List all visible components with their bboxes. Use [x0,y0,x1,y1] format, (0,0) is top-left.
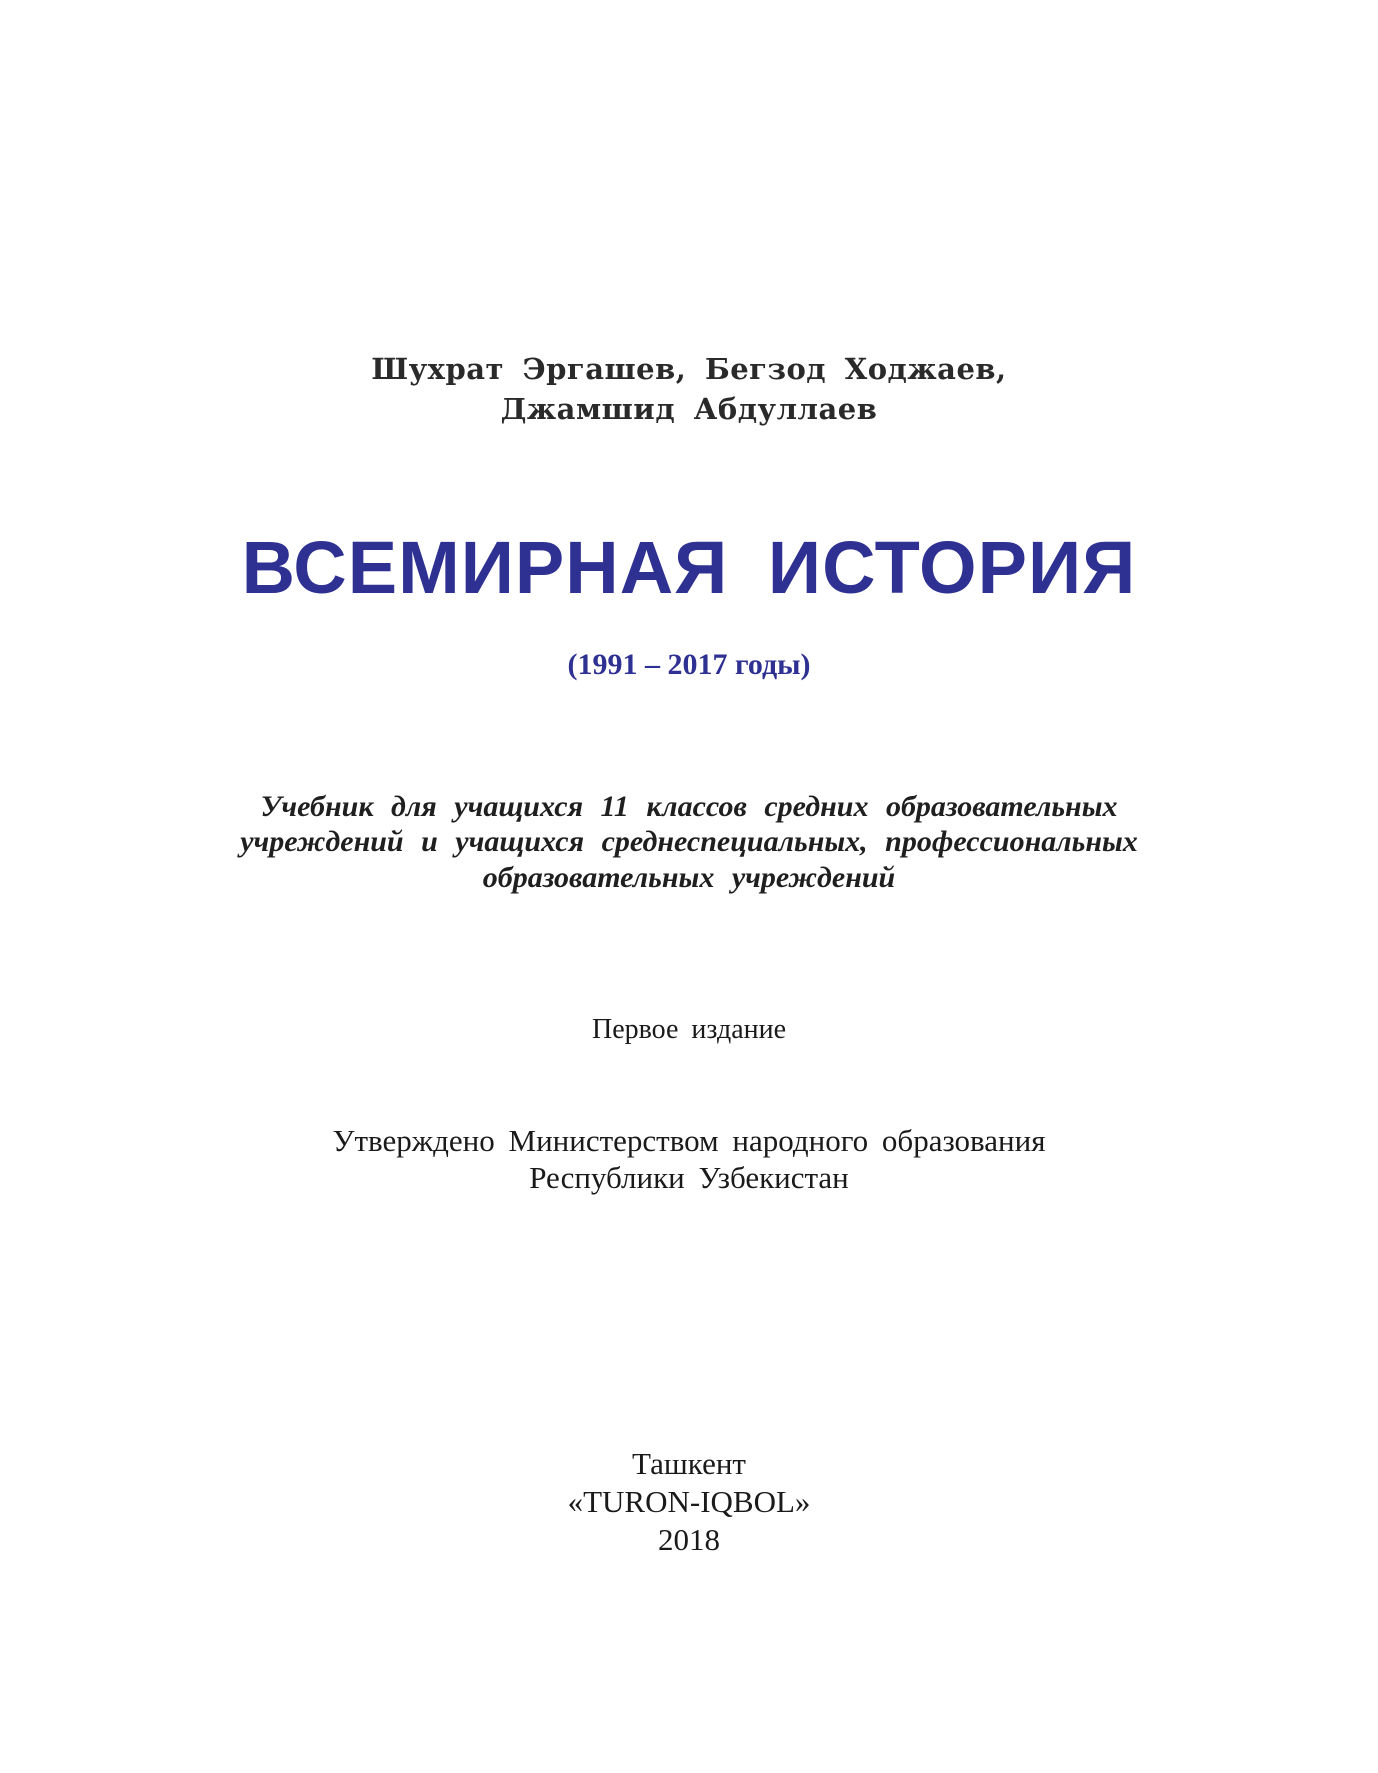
imprint-publisher: «TURON-IQBOL» [567,1484,811,1519]
authors-line-2: Джамшид Абдуллаев [500,392,878,426]
description-line-3: образовательных учреждений [482,861,896,894]
imprint-year: 2018 [658,1522,720,1557]
approval-line-1: Утверждено Министерством народного образования [332,1123,1046,1158]
edition-label: Первое издание [591,1014,787,1045]
book-period: (1991 – 2017 годы) [567,648,811,681]
imprint-city: Ташкент [632,1446,746,1481]
approval-line-2: Республики Узбекистан [529,1160,849,1195]
description-line-1: Учебник для учащихся 11 классов средних образовательных [260,790,1118,823]
authors-line-1: Шухрат Эргашев, Бегзод Ходжаев, [371,352,1007,386]
description-line-2: учреждений и учащихся среднеспециальных, профессиональных [240,825,1138,858]
book-title: ВСЕМИРНАЯ ИСТОРИЯ [241,526,1137,609]
